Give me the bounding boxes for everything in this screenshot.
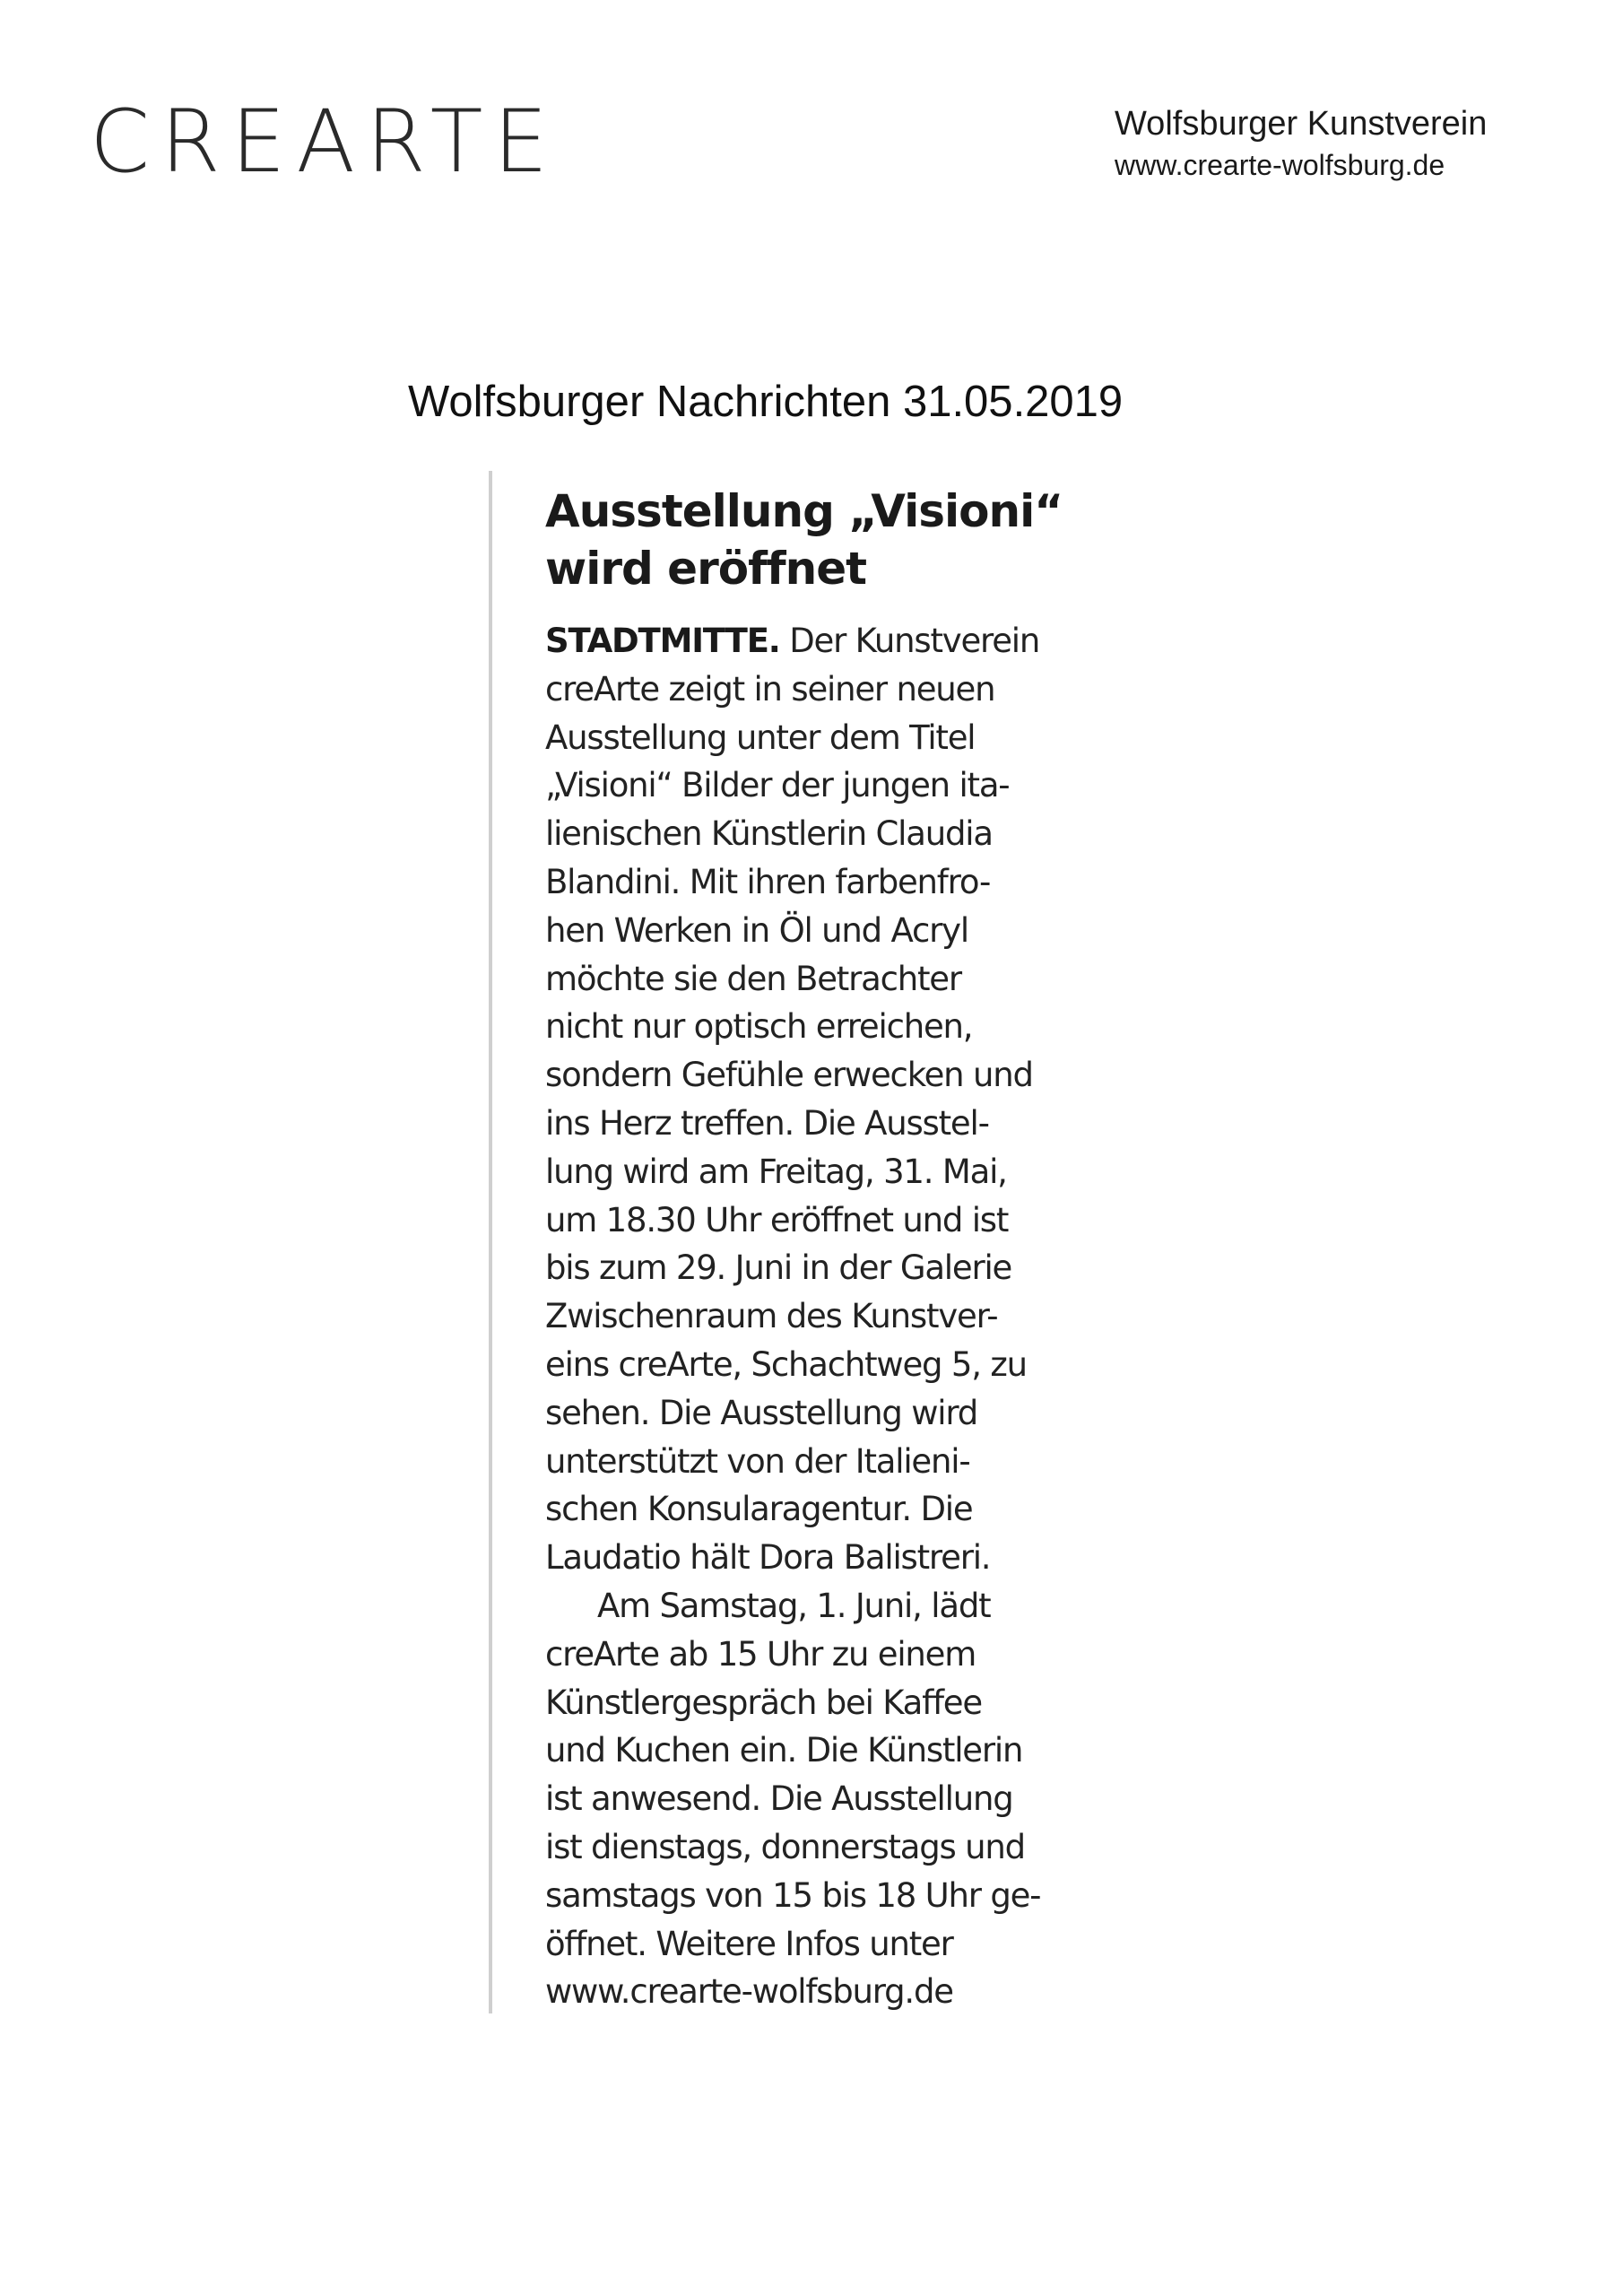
body-line: bis zum 29. Juni in der Galerie <box>545 1248 1012 1288</box>
organization-name: Wolfsburger Kunstverein <box>1115 105 1488 143</box>
body-line: unterstützt von der Italieni- <box>545 1441 970 1481</box>
body-line: und Kuchen ein. Die Künstlerin <box>545 1731 1023 1770</box>
body-line: öffnet. Weitere Infos unter <box>545 1924 953 1963</box>
body-line: ins Herz treffen. Die Ausstel- <box>545 1103 989 1143</box>
body-line: Laudatio hält Dora Balistreri. <box>545 1538 991 1578</box>
body-line: „Visioni“ Bilder der jungen ita- <box>545 766 1010 805</box>
body-line: sehen. Die Ausstellung wird <box>545 1393 978 1432</box>
body-line <box>545 617 1119 665</box>
body-line: ist dienstags, donnerstags und <box>545 1827 1025 1866</box>
body-line: eins creArte, Schachtweg 5, zu <box>545 1344 1027 1384</box>
body-line: lung wird am Freitag, 31. Mai, <box>545 1152 1007 1191</box>
headline-line: wird eröffnet <box>545 543 867 595</box>
body-line: Ausstellung unter dem Titel <box>545 718 976 757</box>
body-line: ist anwesend. Die Ausstellung <box>545 1779 1013 1819</box>
body-line: sondern Gefühle erwecken und <box>545 1056 1033 1095</box>
organization-block <box>1115 102 1581 185</box>
body-line: um 18.30 Uhr eröffnet und ist <box>545 1200 1009 1239</box>
source-citation: Wolfsburger Nachrichten 31.05.2019 <box>408 378 1124 426</box>
body-line: Zwischenraum des Kunstver- <box>545 1297 998 1336</box>
organization-url: www.crearte-wolfsburg.de <box>1115 149 1445 181</box>
body-line: Am Samstag, 1. Juni, lädt <box>597 1586 991 1625</box>
body-line: Künstlergespräch bei Kaffee <box>545 1683 982 1722</box>
body-line: nicht nur optisch erreichen, <box>545 1007 973 1047</box>
body-line: creArte zeigt in seiner neuen <box>545 669 995 709</box>
body-line: creArte ab 15 Uhr zu einem <box>545 1634 976 1674</box>
body-line: hen Werken in Öl und Acryl <box>545 910 968 950</box>
article-body <box>545 617 1119 2016</box>
body-line: möchte sie den Betrachter <box>545 959 961 998</box>
headline-line: Ausstellung „Visioni“ <box>545 485 1063 537</box>
body-line: www.crearte-wolfsburg.de <box>545 1972 953 2012</box>
body-line: lienischen Künstlerin Claudia <box>545 814 993 854</box>
body-line: Blandini. Mit ihren farbenfro- <box>545 862 991 901</box>
body-line: samstags von 15 bis 18 Uhr ge- <box>545 1875 1041 1915</box>
crearte-logo: CREARTE <box>90 91 560 192</box>
column-rule <box>489 471 492 2013</box>
article <box>545 483 1119 2016</box>
body-line: schen Konsularagentur. Die <box>545 1490 973 1529</box>
body-text: Der Kunstverein <box>779 622 1040 660</box>
dateline: STADTMITTE. <box>545 622 780 660</box>
article-headline <box>545 483 1119 597</box>
